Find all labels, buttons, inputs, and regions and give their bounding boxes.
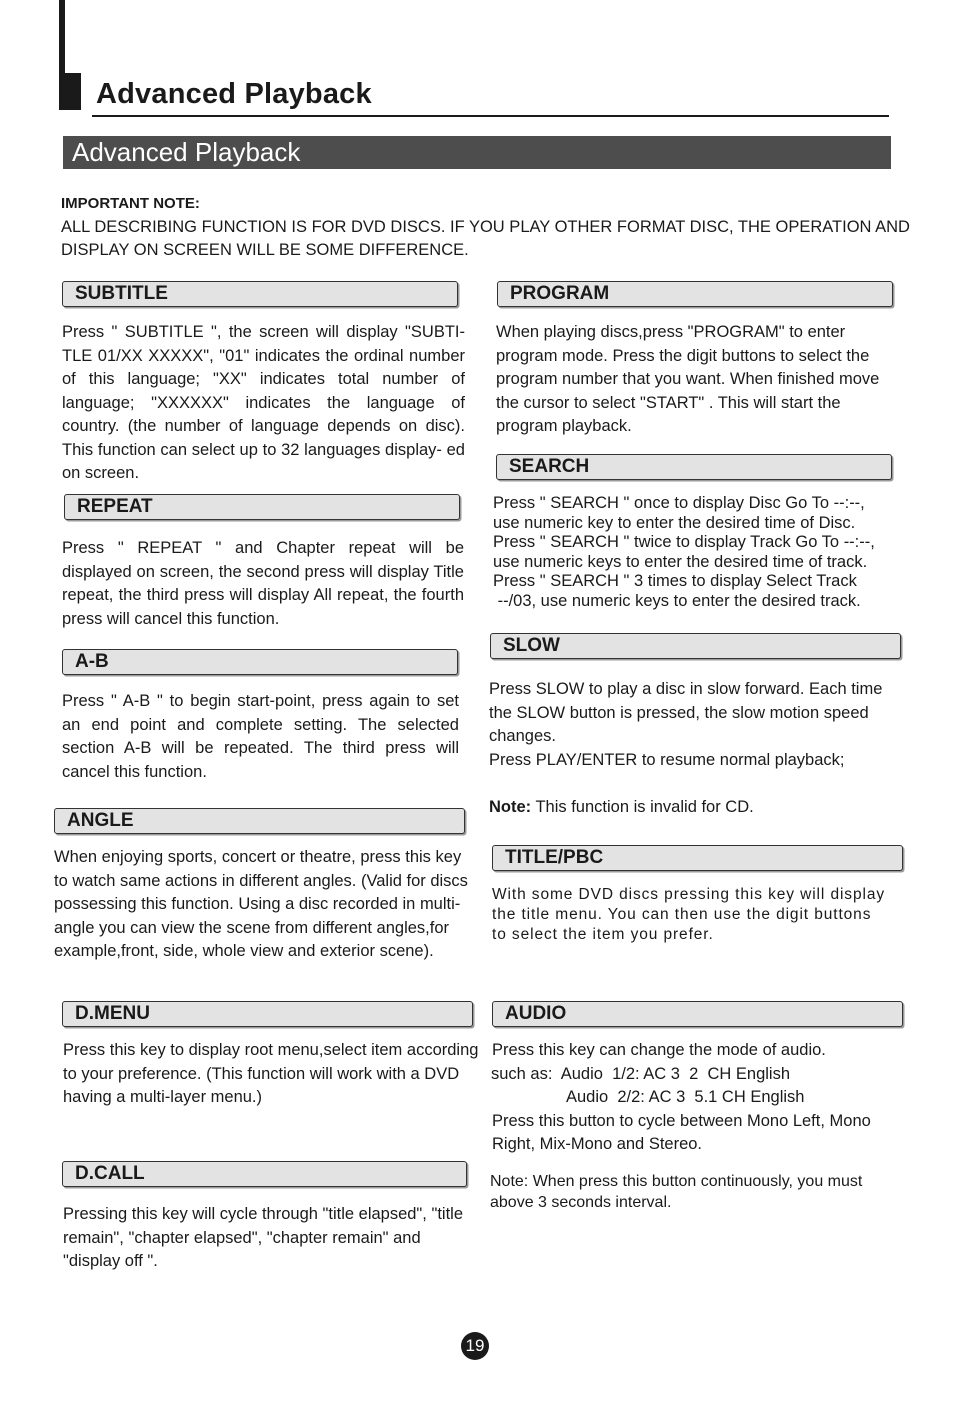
repeat-heading: REPEAT [64,494,460,520]
important-note-text: ALL DESCRIBING FUNCTION IS FOR DVD DISCS. IF YOU PLAY OTHER FORMAT DISC, THE OPERATION AND DISPLAY ON SCREEN WILL BE SOME DIFFERENCE. [61,218,910,259]
titlepbc-line: With some DVD discs pressing this key will display [492,886,885,903]
important-note-label: IMPORTANT NOTE: [61,195,200,212]
dcall-heading: D.CALL [62,1161,467,1187]
search-line: Press " SEARCH " 3 times to display Select Track [493,572,857,590]
page-number: 19 [461,1332,489,1360]
search-text [493,494,913,611]
titlepbc-text [492,885,932,945]
subtitle-heading: SUBTITLE [62,281,458,307]
angle-heading: ANGLE [54,808,465,834]
angle-text: When enjoying sports, concert or theatre, press this key to watch same actions in different angles. (Valid for discs possessing this function. Using a disc recorded in multi-angle you can view the scene from different angles,for example,front, side, whole view and exterior scene). [54,848,468,960]
search-line: use numeric key to enter the desired time of Disc. [493,513,856,532]
slow-text [489,678,884,820]
search-line: Press " SEARCH " once to display Disc Go To --:--, [493,494,865,512]
audio-line: Audio 2/2: AC 3 5.1 CH English [566,1088,805,1106]
search-line: use numeric keys to enter the desired time of track. [493,552,868,571]
audio-line: Press this button to cycle between Mono Left, Mono Right, Mix-Mono and Stereo. [492,1111,871,1153]
audio-text [492,1039,912,1157]
dmenu-heading: D.MENU [62,1001,473,1027]
audio-line: such as: Audio 1/2: AC 3 2 CH English [491,1064,790,1083]
titlepbc-line: to select the item you prefer. [492,926,714,943]
slow-resume-text: Press PLAY/ENTER to resume normal playback; [489,750,845,769]
ab-heading: A-B [62,649,458,675]
audio-line: Press this key can change the mode of audio. [492,1041,826,1059]
slow-note-label: Note: [489,798,532,816]
titlepbc-line: the title menu. You can then use the digit buttons [492,906,872,923]
page-header-title: Advanced Playback [96,78,372,110]
slow-note-text: This function is invalid for CD. [531,798,754,816]
audio-heading: AUDIO [492,1001,903,1027]
slow-note [489,796,884,820]
slow-heading: SLOW [490,633,901,659]
titlepbc-heading: TITLE/PBC [492,845,903,871]
chapter-tab-marker [59,73,81,110]
subtitle-text: Press " SUBTITLE ", the screen will display "SUBTI- TLE 01/XX XXXXX", "01" indicates the ordinal number of this language; "XX" indicates total number of language; "XXXXXX" indicates the language of country. (the number of language depends on disc). This function can select up to 32 languages display- ed on screen. [62,323,465,482]
header-rule [92,115,889,117]
slow-description: Press SLOW to play a disc in slow forward. Each time the SLOW button is pressed, the slow motion speed changes. [489,680,883,745]
search-line: --/03, use numeric keys to enter the desired track. [493,591,861,610]
dcall-text: Pressing this key will cycle through "title elapsed", "title remain", "chapter elapsed", "chapter remain" and "display off ". [63,1205,463,1270]
audio-note: Note: When press this button continuously, you must above 3 seconds interval. [490,1173,863,1211]
program-heading: PROGRAM [497,281,893,307]
program-text: When playing discs,press "PROGRAM" to enter program mode. Press the digit buttons to select the program number that you want. When finished move the cursor to select "START" . This will start the program playback. [496,323,880,435]
ab-text: Press " A-B " to begin start-point, press again to set an end point and complete setting. The selected section A-B will be repeated. The third press will cancel this function. [62,692,459,781]
dmenu-text: Press this key to display root menu,select item according to your preference. (This function will work with a DVD having a multi-layer menu.) [63,1041,479,1106]
repeat-text: Press " REPEAT " and Chapter repeat will be displayed on screen, the second press will display Title repeat, the third press will display All repeat, the fourth press will cancel this function. [62,539,464,628]
search-line: Press " SEARCH " twice to display Track Go To --:--, [493,533,875,551]
search-heading: SEARCH [496,454,892,480]
section-banner: Advanced Playback [63,136,891,169]
